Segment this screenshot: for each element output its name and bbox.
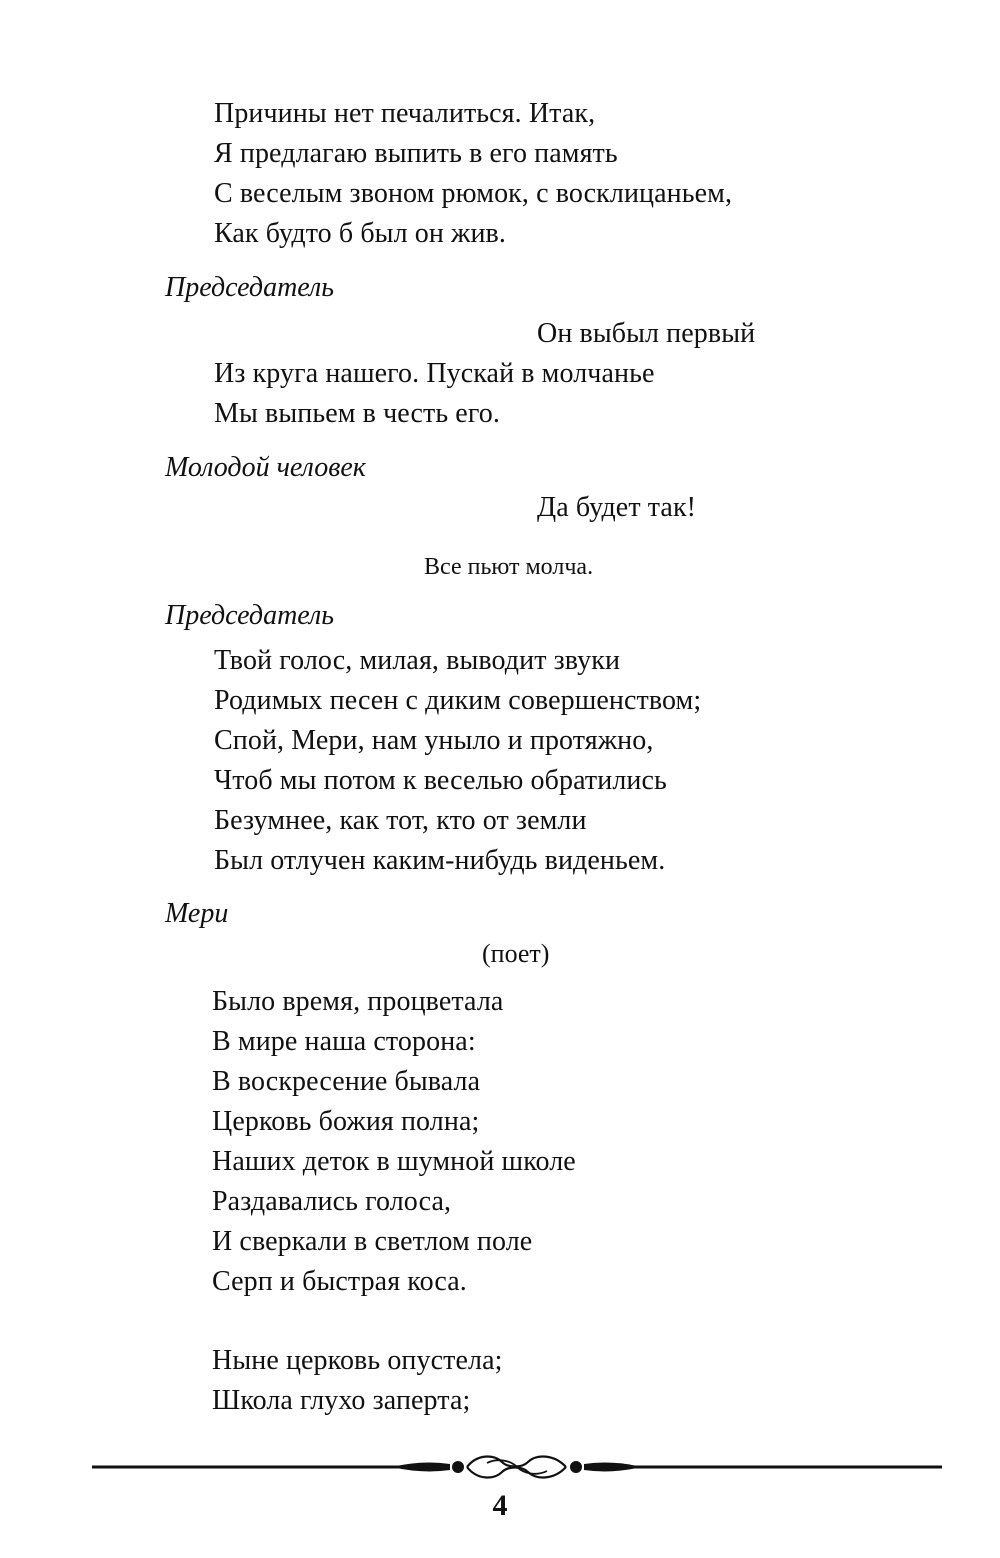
song-line: Школа глухо заперта; (212, 1385, 471, 1416)
verse-line: Я предлагаю выпить в его память (214, 138, 618, 169)
speaker-name-young-man: Молодой человек (165, 452, 366, 483)
verse-line: Был отлучен каким-нибудь виденьем. (214, 845, 666, 876)
song-line: И сверкали в светлом поле (212, 1226, 533, 1257)
verse-line: Спой, Мери, нам уныло и протяжно, (214, 725, 654, 756)
stage-direction: (поет) (482, 939, 550, 968)
verse-line: С веселым звоном рюмок, с восклицаньем, (214, 178, 733, 209)
song-line: Серп и быстрая коса. (212, 1266, 467, 1297)
verse-line: Как будто б был он жив. (214, 218, 506, 249)
verse-line: Он выбыл первый (537, 318, 756, 349)
song-line: В воскресение бывала (212, 1066, 481, 1097)
flourish-divider-icon (92, 1450, 942, 1480)
verse-line: Чтоб мы потом к веселью обратились (214, 765, 667, 796)
verse-line: Из круга нашего. Пускай в молчанье (214, 358, 655, 389)
song-line: Было время, процветала (212, 986, 504, 1017)
verse-line: Мы выпьем в честь его. (214, 398, 500, 429)
speaker-name-chairman: Председатель (165, 600, 334, 631)
verse-line: Причины нет печалиться. Итак, (214, 98, 596, 129)
song-line: Наших деток в шумной школе (212, 1146, 576, 1177)
page-number: 4 (492, 1489, 508, 1522)
stage-direction: Все пьют молча. (424, 554, 594, 580)
verse-line: Да будет так! (537, 492, 697, 523)
verse-line: Родимых песен с диким совершенством; (214, 685, 702, 716)
speaker-name-mary: Мери (165, 898, 229, 929)
song-line: Ныне церковь опустела; (212, 1345, 503, 1376)
song-line: Церковь божия полна; (212, 1106, 480, 1137)
song-line: Раздавались голоса, (212, 1186, 452, 1217)
verse-line: Твой голос, милая, выводит звуки (214, 645, 621, 676)
song-line: В мире наша сторона: (212, 1026, 476, 1057)
speaker-name-chairman: Председатель (165, 272, 334, 303)
verse-line: Безумнее, как тот, кто от земли (214, 805, 587, 836)
